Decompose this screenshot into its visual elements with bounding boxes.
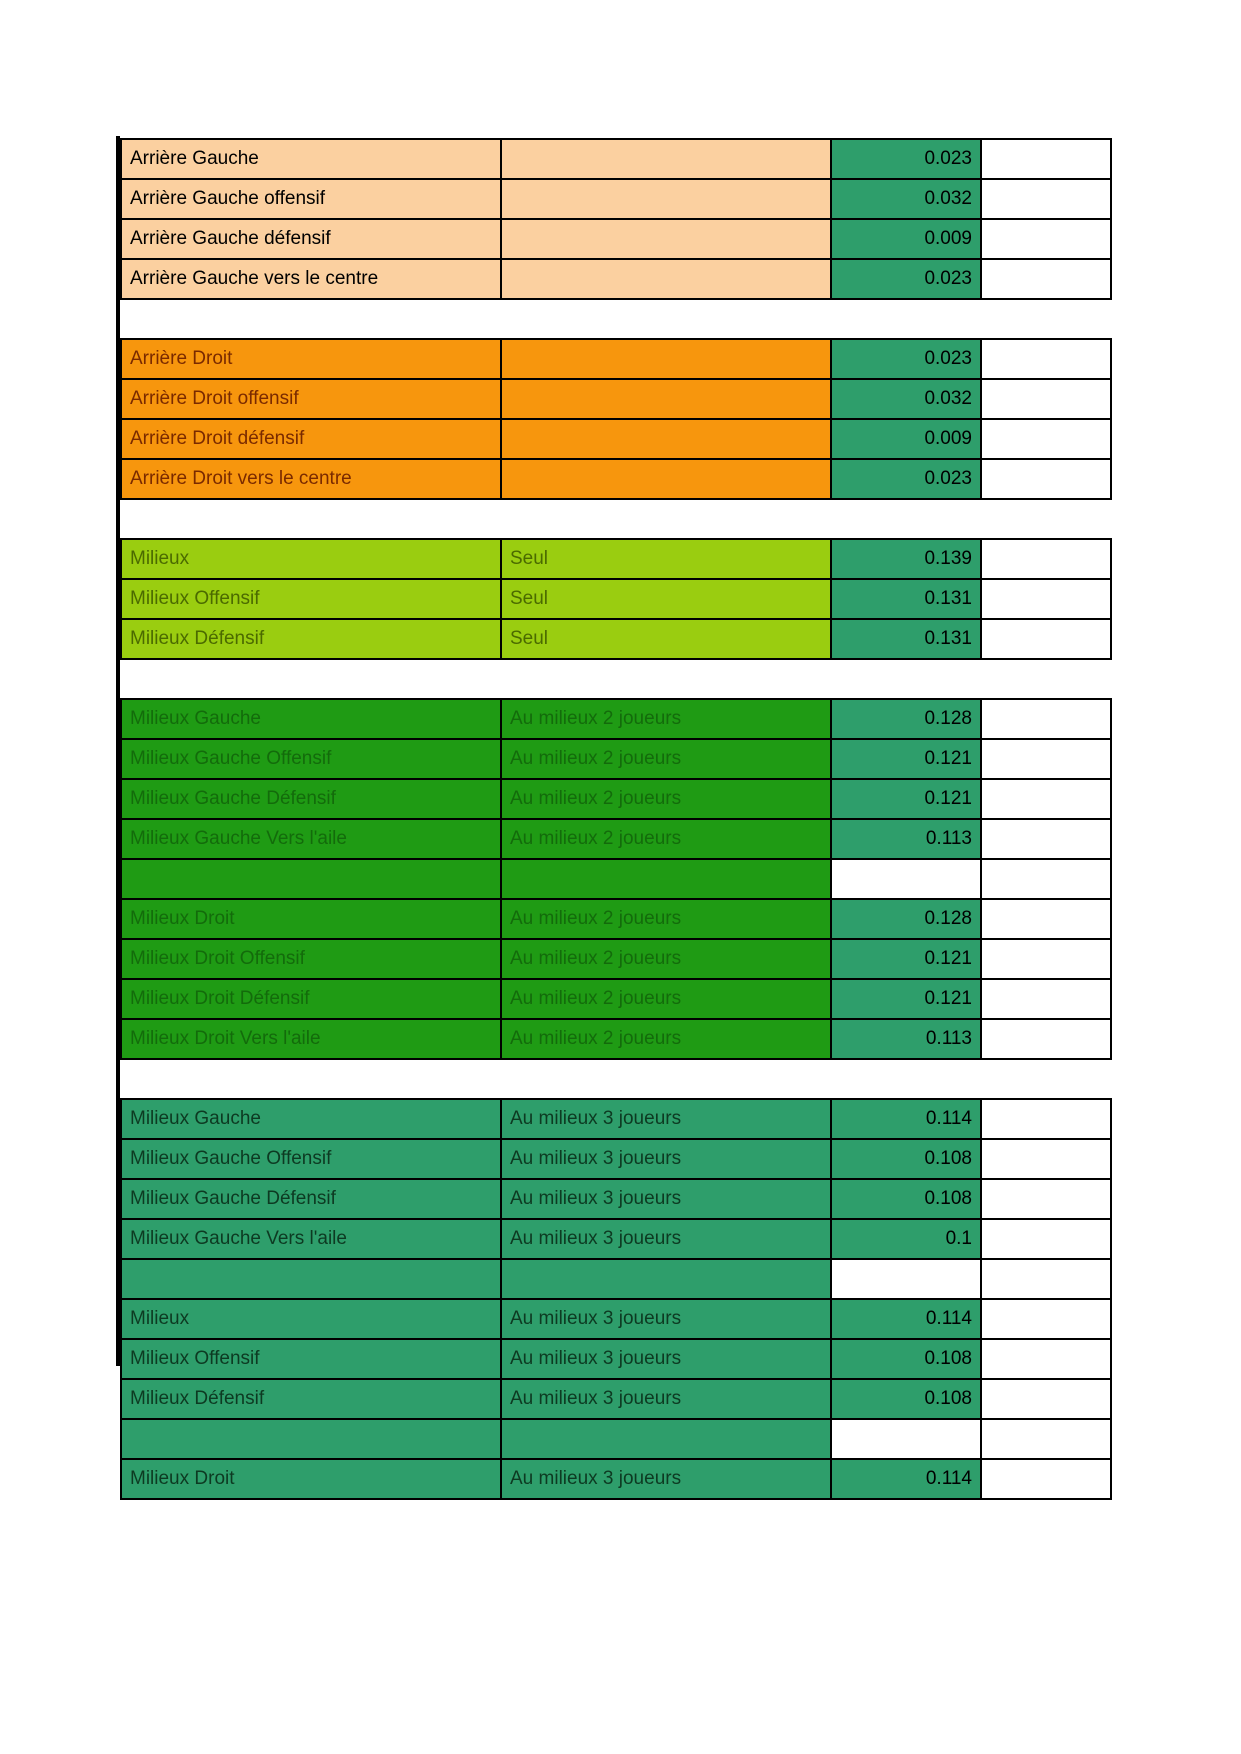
cell-context[interactable]: Seul [501,539,831,579]
cell-position[interactable]: Milieux Gauche Vers l'aile [121,1219,501,1259]
table-row [121,1219,1111,1259]
cell-extra[interactable] [981,1299,1111,1339]
spacer-cell [831,1059,981,1099]
cell-value[interactable]: 0.128 [831,899,981,939]
cell-position[interactable]: Milieux Droit Offensif [121,939,501,979]
cell-value[interactable]: 0.114 [831,1459,981,1499]
cell-position[interactable]: Milieux Gauche [121,1099,501,1139]
cell-context[interactable] [501,1419,831,1459]
table-row [121,139,1111,179]
cell-value[interactable]: 0.121 [831,939,981,979]
table-row [121,739,1111,779]
cell-extra[interactable] [981,779,1111,819]
table-row [121,779,1111,819]
cell-context[interactable]: Au milieux 3 joueurs [501,1459,831,1499]
cell-context[interactable]: Au milieux 3 joueurs [501,1099,831,1139]
cell-context[interactable]: Au milieux 2 joueurs [501,979,831,1019]
spacer-cell [831,499,981,539]
cell-extra[interactable] [981,339,1111,379]
cell-context[interactable] [501,179,831,219]
cell-context[interactable]: Au milieux 2 joueurs [501,699,831,739]
spacer-cell [121,659,501,699]
cell-position[interactable]: Milieux Gauche [121,699,501,739]
cell-extra[interactable] [981,1339,1111,1379]
cell-position[interactable]: Milieux Défensif [121,1379,501,1419]
cell-position[interactable]: Arrière Gauche vers le centre [121,259,501,299]
spacer-cell [981,659,1111,699]
cell-value[interactable]: 0.023 [831,259,981,299]
cell-context[interactable]: Seul [501,579,831,619]
cell-context[interactable] [501,1259,831,1299]
cell-position[interactable]: Milieux Gauche Défensif [121,1179,501,1219]
cell-position[interactable]: Milieux Gauche Offensif [121,739,501,779]
table-row [121,1379,1111,1419]
cell-value[interactable]: 0.108 [831,1339,981,1379]
cell-value[interactable]: 0.009 [831,419,981,459]
cell-extra[interactable] [981,1259,1111,1299]
cell-context[interactable] [501,339,831,379]
cell-position[interactable]: Arrière Gauche offensif [121,179,501,219]
cell-value[interactable] [831,859,981,899]
cell-value[interactable]: 0.032 [831,179,981,219]
cell-position[interactable]: Milieux Droit [121,899,501,939]
table-row [121,899,1111,939]
cell-value[interactable]: 0.023 [831,339,981,379]
table-row [121,859,1111,899]
cell-position[interactable]: Milieux Droit Vers l'aile [121,1019,501,1059]
cell-context[interactable]: Au milieux 3 joueurs [501,1379,831,1419]
spacer-cell [501,659,831,699]
cell-value[interactable]: 0.121 [831,979,981,1019]
spacer-cell [501,499,831,539]
cell-extra[interactable] [981,379,1111,419]
spacer-cell [121,499,501,539]
cell-extra[interactable] [981,419,1111,459]
cell-value[interactable]: 0.121 [831,779,981,819]
cell-context[interactable] [501,379,831,419]
cell-position[interactable]: Milieux Défensif [121,619,501,659]
cell-extra[interactable] [981,619,1111,659]
table-row [121,379,1111,419]
cell-extra[interactable] [981,259,1111,299]
cell-extra[interactable] [981,739,1111,779]
cell-context[interactable]: Au milieux 3 joueurs [501,1139,831,1179]
cell-extra[interactable] [981,899,1111,939]
table-row [121,339,1111,379]
cell-extra[interactable] [981,1139,1111,1179]
spacer-cell [981,299,1111,339]
cell-position[interactable] [121,1419,501,1459]
cell-value[interactable]: 0.113 [831,819,981,859]
spacer-cell [981,1059,1111,1099]
cell-context[interactable] [501,219,831,259]
cell-value[interactable]: 0.139 [831,539,981,579]
cell-value[interactable]: 0.114 [831,1299,981,1339]
cell-context[interactable]: Au milieux 3 joueurs [501,1179,831,1219]
cell-extra[interactable] [981,859,1111,899]
table-row [121,819,1111,859]
cell-extra[interactable] [981,539,1111,579]
cell-position[interactable]: Arrière Droit offensif [121,379,501,419]
cell-position[interactable]: Arrière Droit vers le centre [121,459,501,499]
cell-extra[interactable] [981,819,1111,859]
spacer-cell [121,1059,501,1099]
table-row [121,459,1111,499]
cell-extra[interactable] [981,1459,1111,1499]
table-row [121,579,1111,619]
cell-extra[interactable] [981,1379,1111,1419]
cell-position[interactable] [121,1259,501,1299]
cell-context[interactable]: Au milieux 2 joueurs [501,939,831,979]
cell-context[interactable] [501,139,831,179]
spacer-cell [121,299,501,339]
cell-extra[interactable] [981,979,1111,1019]
cell-value[interactable]: 0.032 [831,379,981,419]
table-row [121,979,1111,1019]
cell-value[interactable]: 0.108 [831,1379,981,1419]
table-row [121,419,1111,459]
positions-table [120,138,1112,1500]
cell-value[interactable] [831,1259,981,1299]
cell-context[interactable]: Au milieux 3 joueurs [501,1219,831,1259]
cell-position[interactable]: Milieux Offensif [121,579,501,619]
cell-value[interactable]: 0.128 [831,699,981,739]
cell-position[interactable]: Milieux Droit Défensif [121,979,501,1019]
cell-context[interactable] [501,259,831,299]
table-row [121,1419,1111,1459]
cell-value[interactable]: 0.023 [831,459,981,499]
table-row [121,1299,1111,1339]
cell-value[interactable]: 0.131 [831,619,981,659]
cell-extra[interactable] [981,1219,1111,1259]
table-row [121,1139,1111,1179]
cell-context[interactable]: Au milieux 2 joueurs [501,739,831,779]
cell-context[interactable]: Au milieux 2 joueurs [501,779,831,819]
table-row [121,1259,1111,1299]
cell-context[interactable] [501,459,831,499]
cell-extra[interactable] [981,1019,1111,1059]
cell-value[interactable] [831,1419,981,1459]
cell-extra[interactable] [981,699,1111,739]
cell-context[interactable]: Au milieux 2 joueurs [501,1019,831,1059]
block-spacer [121,659,1111,699]
cell-extra[interactable] [981,179,1111,219]
spacer-cell [981,499,1111,539]
cell-position[interactable]: Arrière Gauche défensif [121,219,501,259]
table-row [121,1459,1111,1499]
cell-position[interactable]: Arrière Droit défensif [121,419,501,459]
table-row [121,219,1111,259]
table-row [121,619,1111,659]
table-row [121,1179,1111,1219]
table-row [121,179,1111,219]
cell-value[interactable]: 0.009 [831,219,981,259]
cell-context[interactable]: Au milieux 2 joueurs [501,819,831,859]
table-row [121,1019,1111,1059]
cell-position[interactable]: Milieux [121,539,501,579]
cell-value[interactable]: 0.108 [831,1139,981,1179]
table-body [121,139,1111,1499]
table-row [121,539,1111,579]
cell-context[interactable] [501,419,831,459]
cell-position[interactable]: Milieux [121,1299,501,1339]
spacer-cell [501,299,831,339]
cell-context[interactable]: Au milieux 3 joueurs [501,1339,831,1379]
table-row [121,1099,1111,1139]
cell-position[interactable]: Milieux Gauche Vers l'aile [121,819,501,859]
cell-context[interactable] [501,859,831,899]
cell-extra[interactable] [981,579,1111,619]
table-row [121,939,1111,979]
cell-position[interactable]: Milieux Droit [121,1459,501,1499]
spacer-cell [831,299,981,339]
cell-value[interactable]: 0.121 [831,739,981,779]
cell-context[interactable]: Seul [501,619,831,659]
cell-value[interactable]: 0.131 [831,579,981,619]
cell-extra[interactable] [981,1099,1111,1139]
cell-position[interactable]: Arrière Droit [121,339,501,379]
cell-value[interactable]: 0.108 [831,1179,981,1219]
cell-position[interactable]: Arrière Gauche [121,139,501,179]
cell-extra[interactable] [981,939,1111,979]
table-row [121,699,1111,739]
cell-value[interactable]: 0.114 [831,1099,981,1139]
cell-extra[interactable] [981,1179,1111,1219]
cell-value[interactable]: 0.1 [831,1219,981,1259]
spacer-cell [501,1059,831,1099]
cell-position[interactable]: Milieux Gauche Défensif [121,779,501,819]
cell-context[interactable]: Au milieux 3 joueurs [501,1299,831,1339]
table-row [121,1339,1111,1379]
cell-position[interactable]: Milieux Offensif [121,1339,501,1379]
cell-value[interactable]: 0.113 [831,1019,981,1059]
cell-position[interactable] [121,859,501,899]
cell-position[interactable]: Milieux Gauche Offensif [121,1139,501,1179]
cell-value[interactable]: 0.023 [831,139,981,179]
cell-context[interactable]: Au milieux 2 joueurs [501,899,831,939]
cell-extra[interactable] [981,459,1111,499]
cell-extra[interactable] [981,139,1111,179]
block-spacer [121,299,1111,339]
spreadsheet-sheet [120,138,1110,1500]
block-spacer [121,1059,1111,1099]
block-spacer [121,499,1111,539]
spacer-cell [831,659,981,699]
cell-extra[interactable] [981,1419,1111,1459]
cell-extra[interactable] [981,219,1111,259]
table-row [121,259,1111,299]
